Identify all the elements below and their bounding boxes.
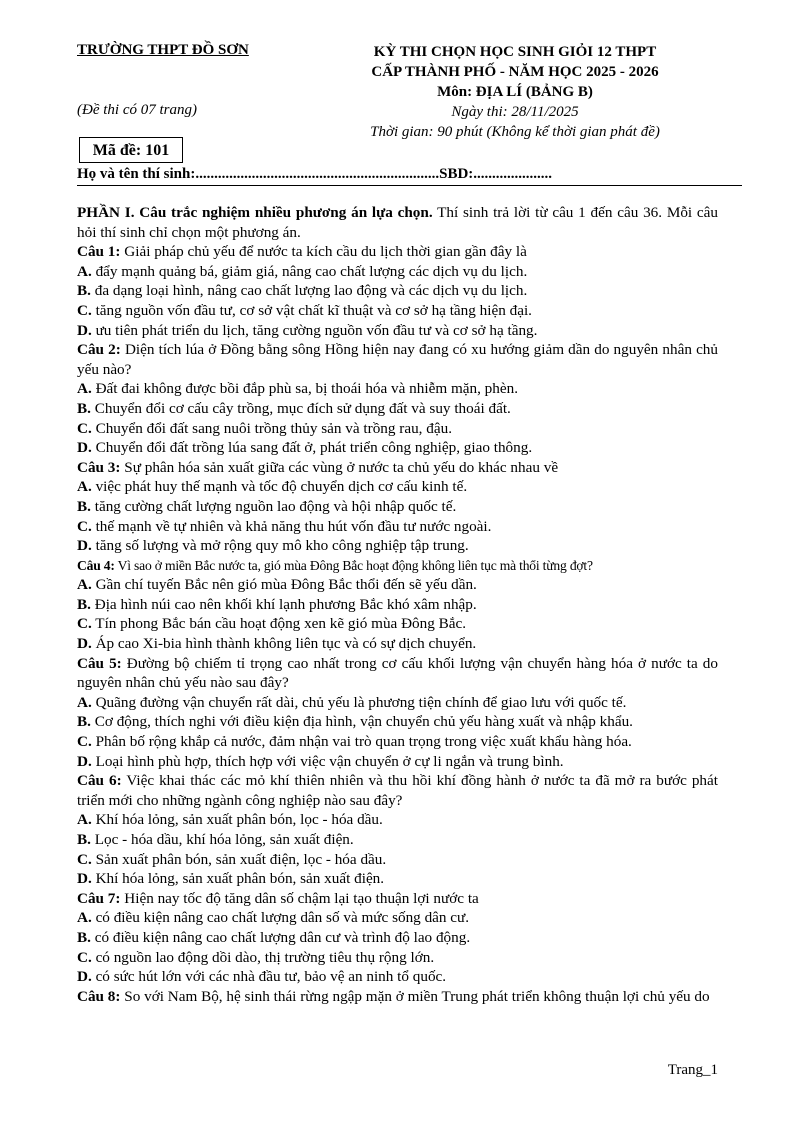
option-label: B. (77, 928, 91, 946)
option-text: đa dạng loại hình, nâng cao chất lượng lao động và các dịch vụ du lịch. (90, 282, 528, 300)
option-label: D. (77, 635, 92, 653)
option-text: Cơ động, thích nghi với điều kiện địa hình, vận chuyển chủ yếu hàng xuất và nhập khẩu. (90, 713, 633, 731)
option-text: việc phát huy thế mạnh và tốc độ chuyển dịch cơ cấu kinh tế. (91, 478, 468, 496)
option-text: tăng số lượng và mở rộng quy mô kho công nghiệp tập trung. (91, 537, 469, 555)
option-text: Khí hóa lỏng, sản xuất phân bón, lọc - hóa dầu. (91, 811, 383, 829)
option-text: Phân bố rộng khắp cả nước, đảm nhận vai trò quan trọng trong việc xuất khẩu hàng hóa. (91, 733, 632, 751)
answer-option (77, 732, 718, 752)
option-text: thế mạnh về tự nhiên và khả năng thu hút vốn đầu tư nước ngoài. (91, 517, 492, 535)
question-4 (77, 556, 718, 576)
page-count-note: (Đề thi có 07 trang) (77, 102, 197, 118)
answer-option (77, 948, 718, 968)
option-text: Lọc - hóa dầu, khí hóa lỏng, sản xuất điện. (90, 831, 354, 848)
question-8 (77, 987, 718, 1007)
option-text: Chuyển đổi cơ cấu cây trồng, mục đích sử dụng đất và suy thoái đất. (90, 399, 511, 417)
option-label: C. (77, 517, 92, 535)
answer-option (77, 321, 718, 341)
option-label: B. (77, 497, 91, 515)
option-text: Đất đai không được bồi đắp phù sa, bị thoái hóa và nhiễm mặn, phèn. (91, 380, 519, 398)
answer-option (77, 614, 718, 634)
exam-title-2: CẤP THÀNH PHỐ - NĂM HỌC 2025 - 2026 (371, 64, 659, 80)
option-label: A. (77, 811, 92, 829)
answer-option (77, 712, 718, 732)
option-text: Khí hóa lỏng, sản xuất phân bón, sản xuất điện. (91, 870, 385, 888)
answer-option (77, 399, 718, 419)
option-label: B. (77, 831, 91, 848)
answer-option (77, 262, 718, 282)
option-label: D. (77, 439, 92, 457)
question-number: Câu 7: (77, 889, 121, 907)
question-number: Câu 3: (77, 458, 121, 476)
option-text: đẩy mạnh quảng bá, giảm giá, nâng cao chất lượng các dịch vụ du lịch. (91, 262, 528, 280)
answer-option (77, 752, 718, 772)
question-list (77, 242, 718, 1006)
answer-option (77, 497, 718, 517)
candidate-info-line: Họ và tên thí sinh:.................................................................SBD:..................... (77, 166, 553, 182)
question-text: Sự phân hóa sản xuất giữa các vùng ở nước ta chủ yếu do khác nhau về (120, 458, 559, 476)
answer-option (77, 477, 718, 497)
question-number: Câu 5: (77, 654, 122, 672)
answer-option (77, 595, 718, 615)
part-instruction: Thí sinh trả lời từ câu 1 đến câu 36. Mỗi câu hỏi thí sinh chỉ chọn một phương án. (77, 204, 718, 241)
option-label: C. (77, 301, 92, 319)
answer-option (77, 575, 718, 595)
option-label: C. (77, 733, 92, 751)
answer-option (77, 301, 718, 321)
answer-option (77, 928, 718, 948)
question-text: Vì sao ở miền Bắc nước ta, gió mùa Đông Bắc hoạt động không liên tục mà thổi từng đợt? (114, 557, 593, 573)
question-text: Hiện nay tốc độ tăng dân số chậm lại tạo thuận lợi nước ta (120, 889, 479, 907)
option-text: có nguồn lao động dồi dào, thị trường tiêu thụ rộng lớn. (91, 948, 435, 966)
question-text: So với Nam Bộ, hệ sinh thái rừng ngập mặn ở miền Trung phát triển không thuận lợi chủ yếu do (120, 987, 710, 1005)
exam-duration: Thời gian: 90 phút (Không kể thời gian phát đề) (370, 124, 660, 140)
option-label: B. (77, 595, 91, 613)
question-7 (77, 889, 718, 909)
answer-option (77, 908, 718, 928)
option-label: A. (77, 478, 92, 496)
header-divider (77, 185, 742, 186)
exam-code-box: Mã đề: 101 (79, 137, 183, 163)
question-text: Diện tích lúa ở Đồng bằng sông Hồng hiện nay đang có xu hướng giảm dần do nguyên nhân chủ yếu nào? (77, 341, 718, 378)
school-name: TRƯỜNG THPT ĐỒ SƠN (77, 42, 249, 58)
option-text: có điều kiện nâng cao chất lượng dân số và mức sống dân cư. (91, 909, 470, 927)
answer-option (77, 850, 718, 870)
option-text: Gần chí tuyến Bắc nên gió mùa Đông Bắc thổi đến sẽ yếu dần. (91, 576, 477, 594)
option-text: có điều kiện nâng cao chất lượng dân cư và trình độ lao động. (90, 928, 471, 946)
option-text: tăng cường chất lượng nguồn lao động và hội nhập quốc tế. (90, 497, 457, 515)
answer-option (77, 379, 718, 399)
part-title: PHẦN I. Câu trắc nghiệm nhiều phương án lựa chọn. (77, 204, 433, 221)
option-label: B. (77, 399, 91, 417)
question-2 (77, 340, 718, 379)
question-number: Câu 1: (77, 243, 121, 261)
option-text: ưu tiên phát triển du lịch, tăng cường nguồn vốn đầu tư và cơ sở hạ tầng. (91, 321, 538, 339)
answer-option (77, 517, 718, 537)
option-label: A. (77, 262, 92, 280)
question-text: Đường bộ chiếm tỉ trọng cao nhất trong cơ cấu khối lượng vận chuyển hàng hóa ở nước ta do nguyên nhân chủ yếu nào sau đây? (77, 654, 718, 692)
answer-option (77, 438, 718, 458)
answer-option (77, 634, 718, 654)
option-label: C. (77, 850, 92, 868)
option-label: C. (77, 948, 92, 966)
answer-option (77, 693, 718, 713)
answer-option (77, 536, 718, 556)
option-label: B. (77, 713, 91, 731)
exam-title-1: KỲ THI CHỌN HỌC SINH GIỎI 12 THPT (373, 44, 657, 60)
option-label: A. (77, 380, 92, 398)
question-1 (77, 242, 718, 262)
option-text: Loại hình phù hợp, thích hợp với việc vận chuyển ở cự li ngắn và trung bình. (91, 752, 564, 770)
answer-option (77, 810, 718, 830)
option-text: Chuyển đổi đất sang nuôi trồng thủy sản và trồng rau, đậu. (91, 419, 452, 437)
option-text: Áp cao Xi-bia hình thành không liên tục và có sự dịch chuyển. (91, 635, 477, 653)
exam-header (330, 42, 700, 142)
option-text: Chuyển đổi đất trồng lúa sang đất ở, phát triển công nghiệp, giao thông. (91, 439, 533, 457)
answer-option (77, 281, 718, 301)
exam-content (77, 203, 718, 1006)
option-text: Sản xuất phân bón, sản xuất điện, lọc - hóa dầu. (91, 850, 387, 868)
question-text: Việc khai thác các mỏ khí thiên nhiên và thu hồi khí đồng hành ở nước ta đã mở ra bước phát triển mới cho những ngành công nghiệp nào sau đây? (77, 772, 718, 809)
option-text: Tín phong Bắc bán cầu hoạt động xen kẽ gió mùa Đông Bắc. (91, 615, 467, 633)
part-intro (77, 203, 718, 242)
question-6 (77, 771, 718, 810)
answer-option (77, 830, 718, 850)
option-text: Quãng đường vận chuyển rất dài, chủ yếu là phương tiện chính để giao lưu với quốc tế. (91, 693, 627, 711)
exam-date: Ngày thi: 28/11/2025 (451, 104, 579, 120)
option-label: C. (77, 615, 92, 633)
option-label: A. (77, 909, 92, 927)
option-label: D. (77, 537, 92, 555)
question-number: Câu 8: (77, 987, 121, 1005)
question-number: Câu 2: (77, 341, 121, 359)
option-label: D. (77, 321, 92, 339)
question-5 (77, 654, 718, 693)
option-label: A. (77, 576, 92, 594)
question-number: Câu 6: (77, 772, 122, 790)
option-label: B. (77, 282, 91, 300)
option-label: D. (77, 968, 92, 986)
answer-option (77, 967, 718, 987)
option-text: có sức hút lớn với các nhà đầu tư, bảo vệ an ninh tổ quốc. (91, 968, 447, 986)
option-label: D. (77, 752, 92, 770)
answer-option (77, 419, 718, 439)
option-label: A. (77, 693, 92, 711)
question-text: Giải pháp chủ yếu để nước ta kích cầu du lịch thời gian gần đây là (120, 243, 527, 261)
answer-option (77, 869, 718, 889)
question-3 (77, 458, 718, 478)
question-number: Câu 4: (77, 557, 115, 573)
option-text: tăng nguồn vốn đầu tư, cơ sở vật chất kĩ thuật và cơ sở hạ tầng hiện đại. (91, 301, 532, 319)
option-text: Địa hình núi cao nên khối khí lạnh phương Bắc khó xâm nhập. (90, 595, 477, 613)
option-label: C. (77, 419, 92, 437)
exam-subject: Môn: ĐỊA LÍ (BẢNG B) (437, 84, 593, 100)
option-label: D. (77, 870, 92, 888)
page-number: Trang_1 (667, 1062, 718, 1078)
